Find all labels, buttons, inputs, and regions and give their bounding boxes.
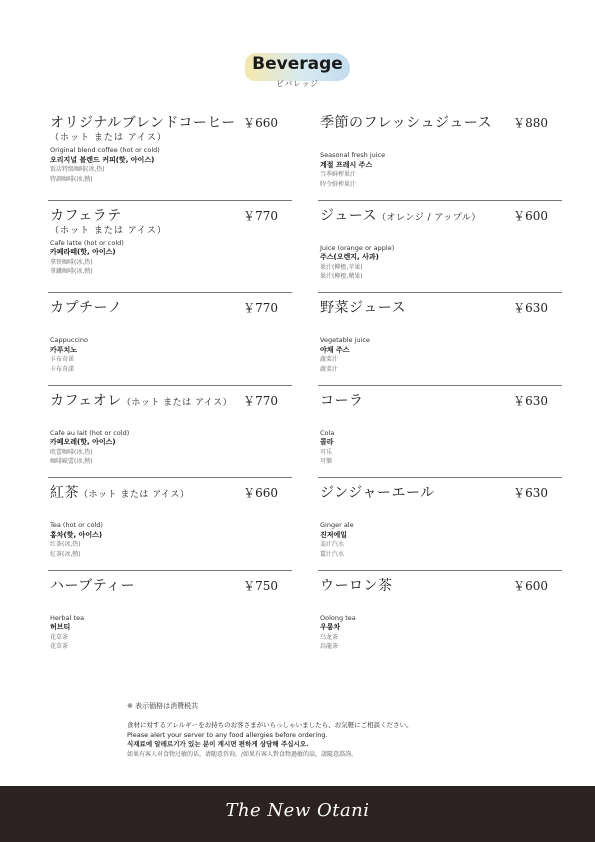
item-name-en: Cappuccino xyxy=(50,336,88,344)
item-price: ￥770 xyxy=(243,208,278,223)
item-name-ko: 우롱차 xyxy=(320,623,341,632)
item-name-en: Cafe latte (hot or cold) xyxy=(50,238,124,247)
menu-item xyxy=(48,386,292,479)
item-price: ￥660 xyxy=(243,116,278,130)
item-translations xyxy=(320,521,354,559)
item-name-text: 紅茶 xyxy=(50,485,79,501)
item-translations xyxy=(320,429,334,467)
item-name-zh-simplified: 饭店特级咖啡(冰,热) xyxy=(50,166,105,174)
item-name-en: Cola xyxy=(320,428,335,437)
item-name-zh-traditional: 薑汁汽水 xyxy=(320,550,345,558)
item-name-suffix: （ホット または アイス） xyxy=(121,397,233,408)
item-name-text: ハーブティー xyxy=(50,577,136,594)
allergy-note-en: Please alert your server to any food allergies before ordering. xyxy=(127,730,328,739)
menu-subtitle: ビバレッジ xyxy=(276,79,319,88)
item-name-en: Ginger ale xyxy=(320,521,354,529)
item-price: ￥600 xyxy=(513,208,548,223)
item-name-text: オリジナルブレンドコーヒー xyxy=(50,115,236,131)
item-name-zh-simplified: 红茶(冰,热) xyxy=(50,541,81,549)
item-price: ￥600 xyxy=(513,578,548,593)
item-name-ko: 진저에일 xyxy=(320,530,348,539)
item-name-zh-simplified: 可乐 xyxy=(320,448,333,456)
item-name xyxy=(320,390,364,410)
item-name xyxy=(320,112,492,132)
item-name-zh-traditional: 花草茶 xyxy=(50,643,69,651)
item-name-ko: 주스(오렌지, 사과) xyxy=(320,253,379,262)
allergy-note-zh: 如果有客人对食物过敏的话，请随意咨询。/如果有客人對食物過敏的話，請隨意諮詢。 xyxy=(127,750,358,758)
item-name xyxy=(50,482,189,502)
item-name-ko: 야채 주스 xyxy=(320,345,350,354)
item-name-ko: 카푸치노 xyxy=(50,345,78,354)
menu-item xyxy=(318,201,562,294)
allergy-note-jp: 食材に対するアレルギーをお持ちのお客さまがいらっしゃいましたら、お気軽にご相談ください。 xyxy=(127,721,413,729)
menu-header xyxy=(0,48,595,98)
item-name-ko: 계절 프레시 주스 xyxy=(320,160,373,169)
item-price: ￥880 xyxy=(513,116,548,130)
item-name-ko: 카페오레(핫, 아이스) xyxy=(50,438,116,447)
item-name-zh-simplified: 蔬菜汁 xyxy=(320,356,339,364)
menu-title: Beverage xyxy=(252,54,343,74)
item-price: ￥630 xyxy=(513,301,548,315)
item-name-ko: 허브티 xyxy=(50,623,71,632)
item-name-zh-simplified: 欧蕾咖啡(冰,热) xyxy=(50,448,93,456)
item-name-zh-simplified: 姜汁汽水 xyxy=(320,541,345,549)
item-translations xyxy=(50,614,84,652)
item-price: ￥770 xyxy=(243,301,278,315)
allergy-note-ko: 식재료에 알레르기가 있는 분이 계시면 편하게 상담해 주십시오. xyxy=(127,740,309,748)
item-name xyxy=(50,390,232,410)
item-name-zh-traditional: 可樂 xyxy=(320,458,333,466)
item-price: ￥770 xyxy=(243,393,278,408)
item-name-en: Vegetable juice xyxy=(320,336,370,344)
item-name-zh-traditional: 蔬菜汁 xyxy=(320,365,339,373)
item-name xyxy=(320,205,481,225)
menu-item xyxy=(318,108,562,201)
item-name-zh-traditional: 卡布奇諾 xyxy=(50,365,75,373)
footer xyxy=(0,786,595,842)
item-price: ￥660 xyxy=(243,486,278,500)
item-name-zh-simplified: 花草茶 xyxy=(50,633,69,641)
item-name-ko: 카페라떼(핫, 아이스) xyxy=(50,248,116,257)
item-name xyxy=(50,575,135,595)
notes xyxy=(127,701,527,759)
item-name xyxy=(50,112,236,132)
menu-item xyxy=(318,293,562,386)
item-subtitle: （ホット または アイス） xyxy=(50,133,167,143)
hotel-logo: The New Otani xyxy=(225,800,370,821)
item-name-ko: 콜라 xyxy=(320,438,334,447)
item-name-zh-simplified: 乌龙茶 xyxy=(320,633,339,641)
item-name-suffix: （ホット または アイス） xyxy=(79,490,190,500)
item-name-text: カフェオレ xyxy=(50,392,122,409)
item-price: ￥630 xyxy=(513,486,548,500)
item-name-text: コーラ xyxy=(320,392,364,409)
item-translations xyxy=(320,614,356,652)
item-translations xyxy=(320,336,370,374)
item-name-en: Oolong tea xyxy=(320,613,356,622)
item-name xyxy=(320,482,435,502)
item-name-ko: 오리지널 블렌드 커피(핫, 아이스) xyxy=(50,155,155,164)
item-translations xyxy=(50,239,124,277)
item-name-en: Herbal tea xyxy=(50,613,85,622)
item-name xyxy=(320,297,406,317)
item-name-text: ジュース xyxy=(320,207,378,224)
item-subtitle: （ホット または アイス） xyxy=(50,225,167,236)
item-translations xyxy=(320,151,385,189)
menu-item xyxy=(48,201,292,294)
menu-item xyxy=(48,571,292,664)
item-name-zh-simplified: 卡布奇诺 xyxy=(50,356,75,364)
item-name-en: Seasonal fresh juice xyxy=(320,151,386,159)
item-price: ￥750 xyxy=(243,578,278,593)
item-name-ko: 홍차(핫, 아이스) xyxy=(50,530,103,539)
item-name-zh-traditional: 時令鮮榨果汁 xyxy=(320,180,357,188)
item-name-suffix: （オレンジ / アップル） xyxy=(377,212,481,223)
item-name-zh-traditional: 果汁(柳橙,蘋果) xyxy=(320,273,363,281)
item-name-zh-traditional: 拿鐵咖啡(冰,熱) xyxy=(50,268,93,276)
item-name-text: 季節のフレッシュジュース xyxy=(320,115,493,131)
right-column xyxy=(318,108,562,663)
item-translations xyxy=(50,146,160,184)
item-name-zh-simplified: 拿铁咖啡(冰,热) xyxy=(50,258,93,266)
item-translations xyxy=(50,429,129,467)
item-name-text: ウーロン茶 xyxy=(320,577,393,594)
item-name-text: ジンジャーエール xyxy=(320,485,435,501)
item-price: ￥630 xyxy=(513,393,548,408)
item-name-en: Tea (hot or cold) xyxy=(50,521,103,529)
menu-item xyxy=(318,571,562,664)
item-translations xyxy=(320,244,394,282)
menu-item xyxy=(48,478,292,571)
item-name xyxy=(320,575,393,595)
menu-item xyxy=(318,386,562,479)
left-column xyxy=(48,108,292,663)
item-name-en: Original blend coffee (hot or cold) xyxy=(50,146,160,154)
item-name-text: カフェラテ xyxy=(50,207,122,224)
item-name-text: カプチーノ xyxy=(50,300,123,316)
item-name-zh-traditional: 特調咖啡(冰,熱) xyxy=(50,175,93,183)
item-name-text: 野菜ジュース xyxy=(320,300,407,316)
menu-item xyxy=(318,478,562,571)
item-name xyxy=(50,297,122,317)
item-name-en: Juice (orange or apple) xyxy=(320,243,395,252)
item-name xyxy=(50,205,122,225)
item-name-zh-simplified: 当季鲜榨果汁 xyxy=(320,171,357,179)
item-name-en: Cafe au lait (hot or cold) xyxy=(50,428,130,437)
menu-item xyxy=(48,108,292,201)
tax-note: ※ 表示価格は消費税共 xyxy=(127,702,199,710)
item-name-zh-traditional: 烏龍茶 xyxy=(320,643,339,651)
menu-item xyxy=(48,293,292,386)
item-name-zh-simplified: 果汁(柳橙,苹果) xyxy=(320,263,363,271)
item-translations xyxy=(50,336,88,374)
item-name-zh-traditional: 咖啡歐蕾(冰,熱) xyxy=(50,458,93,466)
item-translations xyxy=(50,521,103,559)
item-name-zh-traditional: 紅茶(冰,熱) xyxy=(50,550,81,558)
